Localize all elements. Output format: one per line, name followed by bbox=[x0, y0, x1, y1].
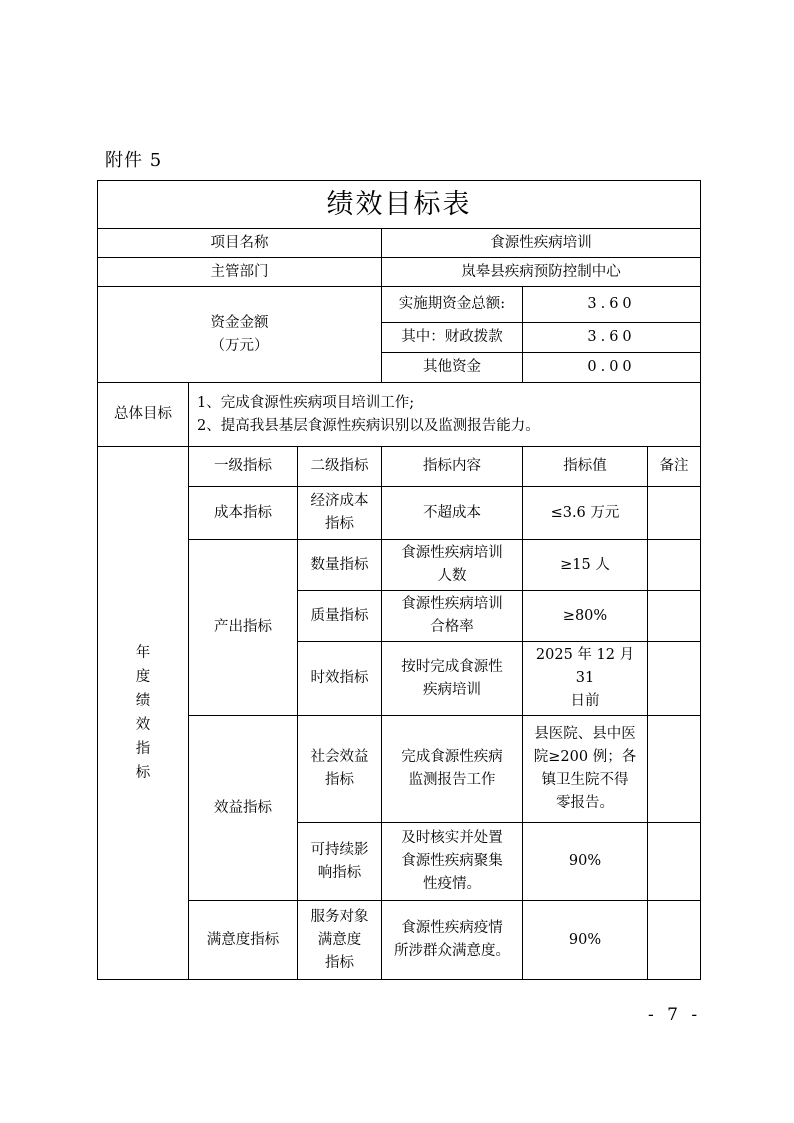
value-cell: ≥80% bbox=[523, 591, 648, 642]
level1-cell: 效益指标 bbox=[189, 716, 298, 901]
table-row bbox=[98, 540, 701, 591]
value-cell: 90% bbox=[523, 823, 648, 901]
remark-cell bbox=[648, 901, 701, 980]
content-line: 所涉群众满意度。 bbox=[394, 943, 510, 959]
content-cell bbox=[382, 823, 523, 901]
overall-goal-line2: 2、提高我县基层食源性疾病识别以及监测报告能力。 bbox=[197, 417, 540, 434]
content-cell bbox=[382, 716, 523, 823]
level2-line: 服务对象 bbox=[310, 908, 369, 925]
content-line: 食源性疾病疫情 bbox=[401, 920, 503, 936]
content-line: 合格率 bbox=[430, 619, 474, 635]
department-value: 岚皋县疾病预防控制中心 bbox=[382, 258, 701, 287]
content-line: 按时完成食源性 bbox=[401, 658, 503, 675]
funds-label bbox=[98, 287, 382, 383]
page-number: - 7 - bbox=[648, 1005, 702, 1025]
funds-label-line2: （万元） bbox=[210, 337, 269, 354]
value-cell: ≥15 人 bbox=[523, 540, 648, 591]
table-row bbox=[98, 487, 701, 540]
level2-cell: 数量指标 bbox=[298, 540, 382, 591]
value-line: 县医院、县中医 bbox=[534, 726, 636, 742]
project-name-label: 项目名称 bbox=[98, 229, 382, 258]
content-line: 监测报告工作 bbox=[408, 772, 496, 788]
annual-label-char: 效 bbox=[135, 717, 151, 733]
content-line: 食源性疾病培训 bbox=[401, 596, 503, 612]
level2-line: 满意度 bbox=[317, 931, 362, 948]
level2-line: 指标 bbox=[325, 954, 354, 971]
overall-goal-line1: 1、完成食源性疾病项目培训工作; bbox=[197, 394, 415, 411]
level2-cell: 时效指标 bbox=[298, 642, 382, 716]
level2-line: 指标 bbox=[325, 516, 354, 532]
level2-cell bbox=[298, 823, 382, 901]
annual-label-char: 年 bbox=[135, 645, 151, 661]
annual-label-char: 标 bbox=[135, 765, 151, 781]
annual-label-char: 度 bbox=[135, 669, 151, 685]
department-label: 主管部门 bbox=[98, 258, 382, 287]
level2-line: 指标 bbox=[325, 772, 354, 788]
content-cell bbox=[382, 591, 523, 642]
header-remark: 备注 bbox=[648, 447, 701, 487]
funds-total-value: 3.60 bbox=[523, 287, 701, 323]
remark-cell bbox=[648, 716, 701, 823]
content-cell bbox=[382, 901, 523, 980]
content-cell bbox=[382, 540, 523, 591]
level2-cell bbox=[298, 901, 382, 980]
level2-cell bbox=[298, 487, 382, 540]
table-row bbox=[98, 901, 701, 980]
remark-cell bbox=[648, 591, 701, 642]
level2-cell: 质量指标 bbox=[298, 591, 382, 642]
funds-label-line1: 资金金额 bbox=[210, 314, 269, 331]
overall-goal-label: 总体目标 bbox=[98, 383, 189, 447]
header-content: 指标内容 bbox=[382, 447, 523, 487]
level2-line: 经济成本 bbox=[310, 493, 369, 509]
level2-line: 响指标 bbox=[317, 864, 362, 881]
value-cell bbox=[523, 642, 648, 716]
funds-fiscal-label: 其中：财政拨款 bbox=[382, 323, 523, 353]
level1-cell: 产出指标 bbox=[189, 540, 298, 716]
content-line: 人数 bbox=[437, 568, 467, 584]
header-level1: 一级指标 bbox=[189, 447, 298, 487]
content-cell: 不超成本 bbox=[382, 487, 523, 540]
annual-label-char: 指 bbox=[135, 741, 151, 757]
value-cell bbox=[523, 716, 648, 823]
level2-cell bbox=[298, 716, 382, 823]
value-line: 院≥200 例；各 bbox=[533, 749, 637, 765]
content-line: 食源性疾病培训 bbox=[401, 545, 503, 561]
content-line: 食源性疾病聚集 bbox=[401, 853, 503, 869]
funds-fiscal-value: 3.60 bbox=[523, 323, 701, 353]
level2-line: 社会效益 bbox=[310, 749, 369, 765]
level2-line: 可持续影 bbox=[310, 841, 369, 858]
funds-total-label: 实施期资金总额: bbox=[382, 287, 523, 323]
performance-goal-table bbox=[97, 180, 701, 980]
level1-cell: 满意度指标 bbox=[189, 901, 298, 980]
value-line: 日前 bbox=[570, 693, 600, 709]
remark-cell bbox=[648, 487, 701, 540]
header-value: 指标值 bbox=[523, 447, 648, 487]
content-line: 及时核实并处置 bbox=[401, 830, 503, 846]
value-cell: ≤3.6 万元 bbox=[523, 487, 648, 540]
annual-label-char: 绩 bbox=[135, 693, 151, 709]
remark-cell bbox=[648, 540, 701, 591]
table-title: 绩效目标表 bbox=[98, 181, 701, 229]
header-level2: 二级指标 bbox=[298, 447, 382, 487]
value-line: 镇卫生院不得 bbox=[541, 772, 629, 788]
project-name-value: 食源性疾病培训 bbox=[382, 229, 701, 258]
level1-cell: 成本指标 bbox=[189, 487, 298, 540]
content-line: 性疫情。 bbox=[423, 876, 481, 892]
value-line: 2025 年 12 月 31 bbox=[535, 647, 635, 686]
content-line: 疾病培训 bbox=[423, 681, 481, 698]
content-line: 完成食源性疾病 bbox=[401, 749, 503, 765]
attachment-label: 附件 5 bbox=[105, 150, 163, 171]
value-line: 零报告。 bbox=[556, 795, 614, 811]
funds-other-label: 其他资金 bbox=[382, 353, 523, 383]
overall-goal-text bbox=[189, 383, 701, 447]
table-row bbox=[98, 716, 701, 823]
value-cell: 90% bbox=[523, 901, 648, 980]
content-cell bbox=[382, 642, 523, 716]
remark-cell bbox=[648, 642, 701, 716]
annual-indicator-label bbox=[98, 447, 189, 980]
funds-other-value: 0.00 bbox=[523, 353, 701, 383]
remark-cell bbox=[648, 823, 701, 901]
